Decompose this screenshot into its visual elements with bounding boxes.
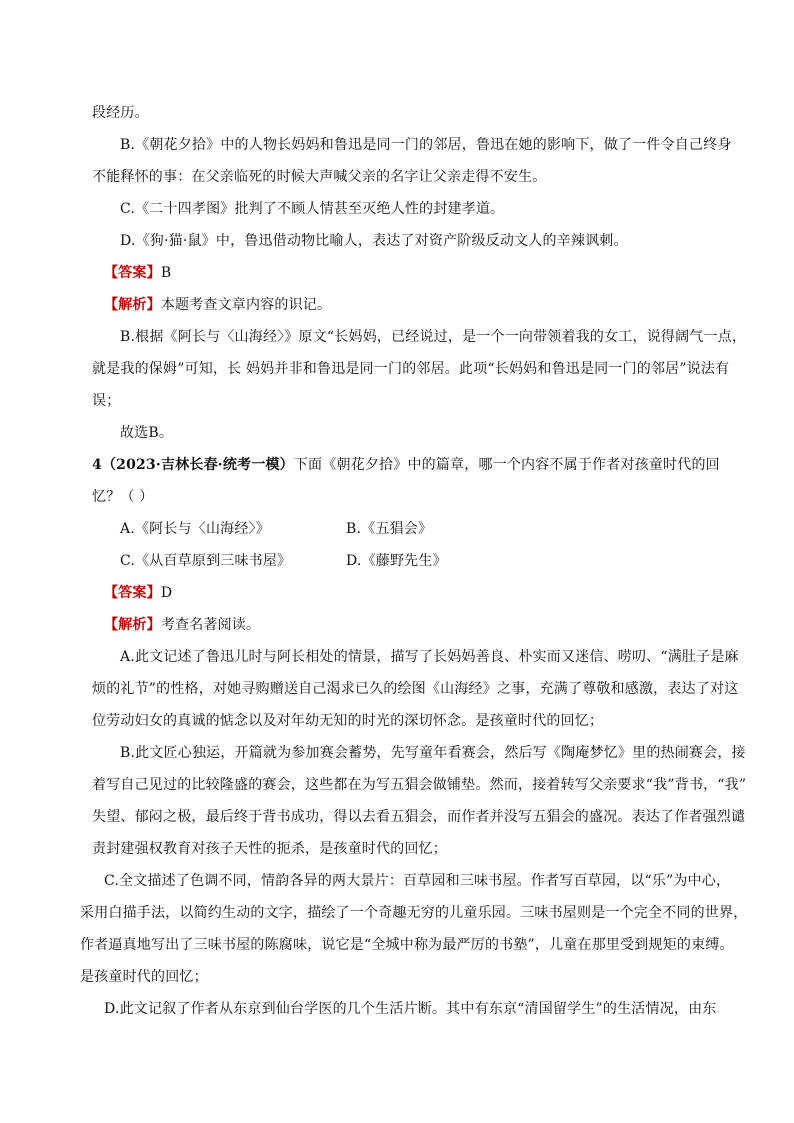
text-line: C.全文描述了色调不同，情韵各异的两大景片：百草园和三味书屋。作者写百草园，以“乐”为中心， [104, 873, 731, 889]
analysis-text: 本题考查文章内容的识记。 [160, 297, 332, 313]
option-a: A.《阿长与〈山海经〉》 [120, 521, 270, 537]
option-b-statement: B.《朝花夕拾》中的人物长妈妈和鲁迅是同一门的邻居，鲁迅在她的影响下，做了一件令自己终身 [120, 137, 732, 153]
answer-tag: 【答案】 [104, 585, 161, 601]
analysis-line [104, 295, 331, 315]
text-line: B.此文匠心独运，开篇就为参加赛会蓄势，先写童年看赛会，然后写《陶庵梦忆》里的热闹赛会，接 [120, 745, 746, 761]
text-line: A.此文记述了鲁迅儿时与阿长相处的情景，描写了长妈妈善良、朴实而又迷信、唠叨、“满肚子是麻 [120, 649, 739, 665]
answer-line [104, 263, 171, 283]
text-line: B.根据《阿长与〈山海经〉》原文“长妈妈，已经说过，是一个一向带领着我的女工，说得阔气一点， [120, 329, 747, 345]
question-4 [92, 455, 720, 475]
answer-value: D [160, 585, 173, 601]
answer-value: B [160, 265, 172, 281]
option-c-statement: C.《二十四孝图》批判了不顾人情甚至灭绝人性的封建孝道。 [120, 201, 505, 217]
text-line: 误； [92, 393, 121, 409]
text-line: 就是我的保姆”可知，长 妈妈并非和鲁迅是同一门的邻居。此项“长妈妈和鲁迅是同一门的邻居”说法有 [92, 361, 730, 377]
option-d: D.《藤野先生》 [346, 553, 447, 569]
text-line: 着写自己见过的比较隆盛的赛会，这些都在为写五猖会做铺垫。然而，接着转写父亲要求“我”背书，“我” [92, 777, 747, 793]
analysis-text: 考查名著阅读。 [160, 617, 261, 633]
text-line: 是孩童时代的回忆； [80, 969, 208, 985]
text-line: 失望、郁闷之极，最后终于背书成功，得以去看五猖会，而作者并没写五猖会的盛况。表达了作者强烈谴 [92, 809, 746, 825]
analysis-tag: 【解析】 [104, 297, 161, 313]
answer-tag: 【答案】 [104, 265, 161, 281]
analysis-tag: 【解析】 [104, 617, 161, 633]
text-line: D.此文记叙了作者从东京到仙台学医的几个生活片断。其中有东京“清国留学生”的生活情况，由东 [104, 1001, 717, 1017]
analysis-line [104, 615, 260, 635]
text-line: 不能释怀的事：在父亲临死的时候大声喊父亲的名字让父亲走得不安生。 [92, 169, 547, 185]
answer-line [104, 583, 172, 603]
text-line: 采用白描手法，以简约生动的文字，描绘了一个奇趣无穷的儿童乐园。三味书屋则是一个完全不同的世界， [80, 905, 748, 921]
question-blank: 忆？（ ） [92, 489, 154, 505]
text-line: 作者逼真地写出了三味书屋的陈腐味，说它是“全城中称为最严厉的书塾”，儿童在那里受到规矩的束缚。 [80, 937, 734, 953]
text-line: 段经历。 [92, 105, 149, 121]
option-b: B.《五猖会》 [346, 521, 433, 537]
question-number: 4（2023·吉林长春·统考一模） [92, 457, 294, 473]
text-line: 责封建强权教育对孩子天性的扼杀，是孩童时代的回忆； [92, 841, 447, 857]
option-c: C.《从百草原到三味书屋》 [120, 553, 292, 569]
text-line: 烦的礼节”的性格，对她寻购赠送自己渴求已久的绘图《山海经》之事，充满了尊敬和感激，表达了对这 [92, 681, 739, 697]
text-line: 位劳动妇女的真诚的惦念以及对年幼无知的时光的深切怀念。是孩童时代的回忆； [92, 713, 604, 729]
option-d-statement: D.《狗·猫·鼠》中，鲁迅借动物比喻人，表达了对资产阶级反动文人的辛辣讽刺。 [120, 233, 628, 249]
question-text: 下面《朝花夕拾》中的篇章，哪一个内容不属于作者对孩童时代的回 [293, 457, 720, 473]
text-line: 故选B。 [120, 425, 174, 441]
